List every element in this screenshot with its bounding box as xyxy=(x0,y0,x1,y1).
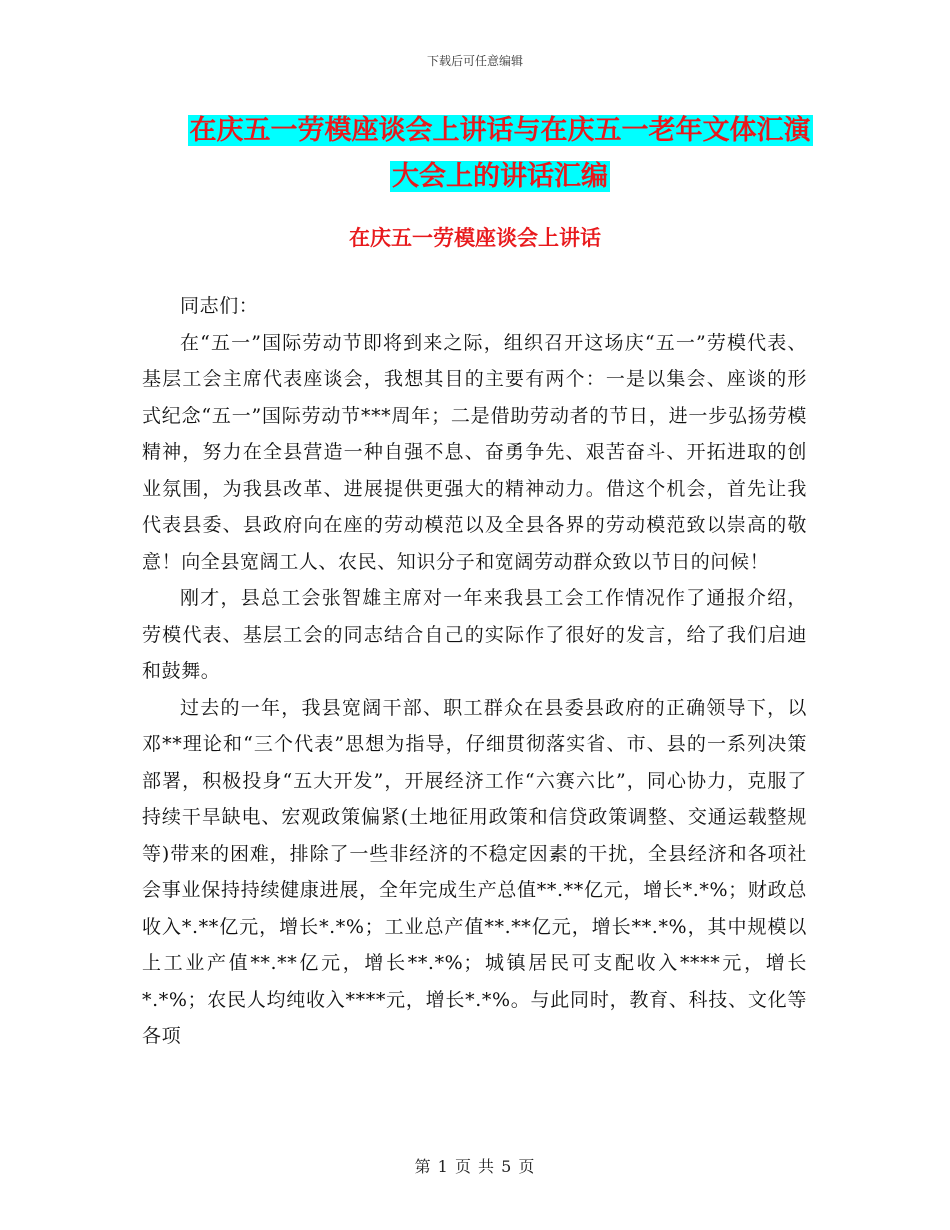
paragraph-salutation: 同志们： xyxy=(180,295,259,317)
document-title-line-2: 大会上的讲话汇编 xyxy=(392,161,608,192)
section-title: 在庆五一劳模座谈会上讲话 xyxy=(349,226,601,250)
document-body xyxy=(142,288,807,1055)
paragraph: 过去的一年，我县宽阔干部、职工群众在县委县政府的正确领导下，以邓**理论和“三个代表”思想为指导，仔细贯彻落实省、市、县的一系列决策部署，积极投身“五大开发”，开展经济工作“六赛六比”，同心协力，克服了持续干旱缺电、宏观政策偏紧(土地征用政策和信贷政策调整、交通运载整规等)带来的困难，排除了一些非经济的不稳定因素的干扰，全县经济和各项社会事业保持持续健康进展，全年完成生产总值**.**亿元，增长*.*%；财政总收入*.**亿元，增长*.*%；工业总产值**.**亿元，增长**.*%，其中规模以上工业产值**.**亿元，增长**.*%；城镇居民可支配收入****元，增长*.*%；农民人均纯收入****元，增长*.*%。与此同时，教育、科技、文化等各项 xyxy=(142,696,807,1047)
page-number: 第 1 页 共 5 页 xyxy=(414,1157,536,1176)
document-title xyxy=(140,108,860,200)
page-header-note: 下载后可任意编辑 xyxy=(426,54,523,68)
document-title-line-1: 在庆五一劳模座谈会上讲话与在庆五一老年文体汇演 xyxy=(189,115,811,146)
paragraph: 刚才，县总工会张智雄主席对一年来我县工会工作情况作了通报介绍，劳模代表、基层工会的同志结合自己的实际作了很好的发言，给了我们启迪和鼓舞。 xyxy=(142,587,807,682)
paragraph: 在“五一”国际劳动节即将到来之际，组织召开这场庆“五一”劳模代表、基层工会主席代表座谈会，我想其目的主要有两个：一是以集会、座谈的形式纪念“五一”国际劳动节***周年；二是借助劳动者的节日，进一步弘扬劳模精神，努力在全县营造一种自强不息、奋勇争先、艰苦奋斗、开拓进取的创业氛围，为我县改革、进展提供更强大的精神动力。借这个机会，首先让我代表县委、县政府向在座的劳动模范以及全县各界的劳动模范致以崇高的敬意！向全县宽阔工人、农民、知识分子和宽阔劳动群众致以节日的问候！ xyxy=(142,331,807,573)
